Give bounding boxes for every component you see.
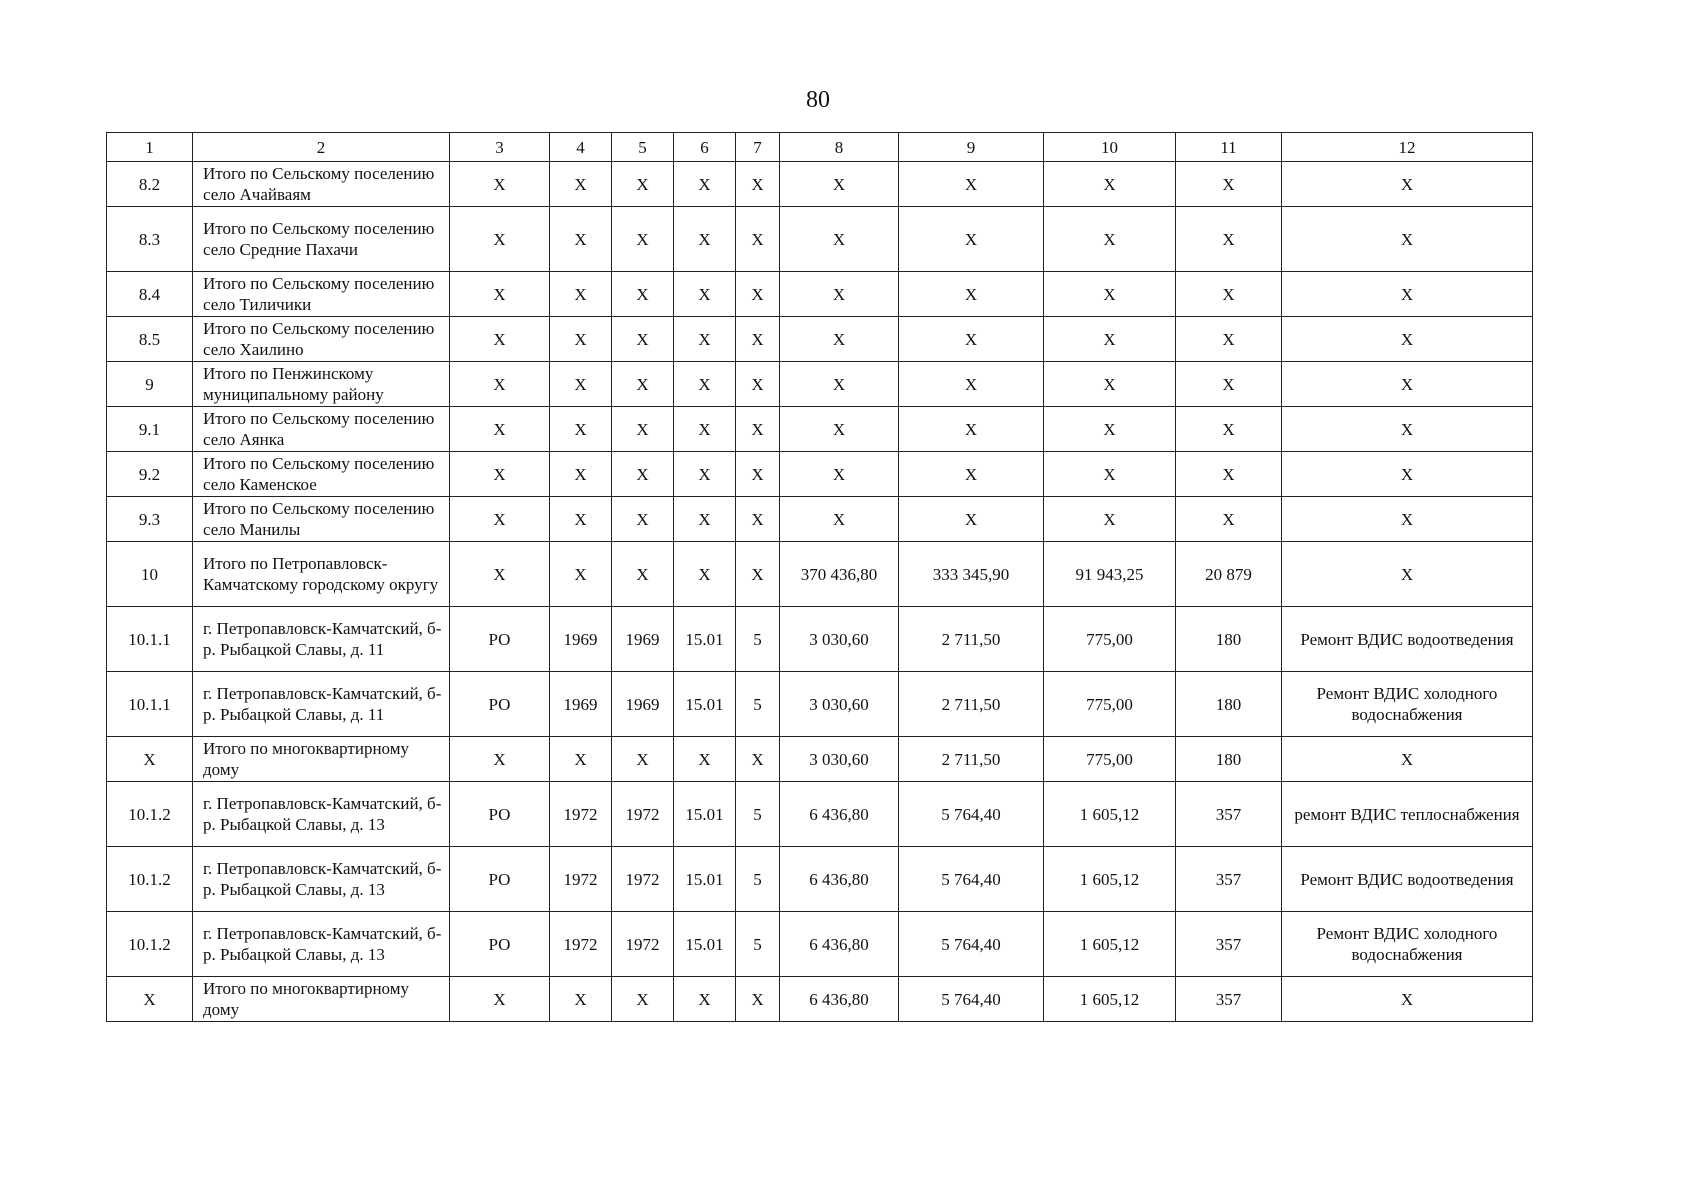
table-cell: X	[1282, 317, 1533, 362]
table-cell: 15.01	[674, 672, 736, 737]
table-cell: 1972	[612, 847, 674, 912]
table-cell: 1972	[550, 847, 612, 912]
table-cell: 10.1.2	[107, 912, 193, 977]
column-header: 5	[612, 133, 674, 162]
table-cell: 357	[1176, 847, 1282, 912]
table-row	[107, 407, 1533, 452]
table-cell: 357	[1176, 782, 1282, 847]
table-cell: 1 605,12	[1044, 977, 1176, 1022]
table-cell: 180	[1176, 672, 1282, 737]
table-cell: X	[450, 162, 550, 207]
table-cell: 180	[1176, 607, 1282, 672]
table-cell: 5	[736, 847, 780, 912]
table-row	[107, 162, 1533, 207]
table-cell: X	[612, 272, 674, 317]
table-cell: 1972	[612, 782, 674, 847]
table-cell: X	[550, 977, 612, 1022]
table-row	[107, 542, 1533, 607]
column-header: 2	[193, 133, 450, 162]
table-cell: Итого по Сельскому поселению село Аянка	[193, 407, 450, 452]
table-cell: X	[107, 737, 193, 782]
table-cell: X	[736, 362, 780, 407]
table-cell: 9.1	[107, 407, 193, 452]
table-cell: Итого по Сельскому поселению село Хаилино	[193, 317, 450, 362]
table-cell: X	[674, 407, 736, 452]
table-cell: X	[736, 452, 780, 497]
table-cell: X	[736, 207, 780, 272]
table-row	[107, 782, 1533, 847]
table-cell: X	[736, 977, 780, 1022]
table-cell: X	[450, 977, 550, 1022]
table-cell: X	[899, 407, 1044, 452]
table-cell: г. Петропавловск-Камчатский, б-р. Рыбацкой Славы, д. 13	[193, 782, 450, 847]
table-cell: X	[899, 452, 1044, 497]
column-header: 3	[450, 133, 550, 162]
column-header: 6	[674, 133, 736, 162]
column-header: 8	[780, 133, 899, 162]
table-row	[107, 912, 1533, 977]
table-cell: 2 711,50	[899, 607, 1044, 672]
table-cell: X	[1282, 737, 1533, 782]
table-cell: X	[450, 362, 550, 407]
table-cell: X	[780, 362, 899, 407]
table-cell: РО	[450, 672, 550, 737]
table-cell: X	[780, 497, 899, 542]
table-cell: г. Петропавловск-Камчатский, б-р. Рыбацкой Славы, д. 11	[193, 607, 450, 672]
table-cell: X	[736, 542, 780, 607]
table-cell: 180	[1176, 737, 1282, 782]
table-cell: X	[899, 207, 1044, 272]
table-cell: X	[550, 497, 612, 542]
table-cell: Ремонт ВДИС холодного водоснабжения	[1282, 672, 1533, 737]
table-cell: X	[780, 207, 899, 272]
table-cell: X	[550, 542, 612, 607]
column-header: 1	[107, 133, 193, 162]
table-cell: 775,00	[1044, 737, 1176, 782]
table-cell: 1 605,12	[1044, 847, 1176, 912]
table-cell: X	[736, 317, 780, 362]
table-cell: X	[450, 452, 550, 497]
table-cell: X	[450, 272, 550, 317]
table-cell: 1969	[612, 672, 674, 737]
table-cell: 3 030,60	[780, 737, 899, 782]
table-cell: X	[450, 737, 550, 782]
table-cell: X	[674, 977, 736, 1022]
table-cell: X	[899, 272, 1044, 317]
table-row	[107, 672, 1533, 737]
table-cell: X	[450, 542, 550, 607]
table-cell: 2 711,50	[899, 737, 1044, 782]
table-cell: X	[1044, 362, 1176, 407]
table-cell: 9	[107, 362, 193, 407]
table-cell: X	[550, 452, 612, 497]
table-cell: X	[899, 162, 1044, 207]
table-cell: X	[450, 207, 550, 272]
table-cell: 15.01	[674, 912, 736, 977]
table-cell: 1 605,12	[1044, 912, 1176, 977]
table-cell: X	[1176, 207, 1282, 272]
table-cell: X	[780, 452, 899, 497]
table-cell: X	[1044, 207, 1176, 272]
table-cell: 3 030,60	[780, 672, 899, 737]
table-cell: X	[674, 497, 736, 542]
table-cell: 6 436,80	[780, 977, 899, 1022]
table-cell: X	[450, 407, 550, 452]
table-cell: X	[1282, 162, 1533, 207]
table-cell: 8.4	[107, 272, 193, 317]
table-cell: ремонт ВДИС теплоснабжения	[1282, 782, 1533, 847]
table-cell: X	[612, 317, 674, 362]
table-cell: X	[674, 737, 736, 782]
table-cell: X	[550, 407, 612, 452]
table-cell: X	[550, 737, 612, 782]
table-cell: Итого по Петропавловск-Камчатскому городскому округу	[193, 542, 450, 607]
table-row	[107, 977, 1533, 1022]
table-cell: X	[1176, 272, 1282, 317]
table-cell: Итого по Сельскому поселению село Тиличики	[193, 272, 450, 317]
table-cell: 333 345,90	[899, 542, 1044, 607]
column-header: 10	[1044, 133, 1176, 162]
table-cell: X	[550, 362, 612, 407]
table-header-row	[107, 133, 1533, 162]
table-cell: Итого по Сельскому поселению село Средние Пахачи	[193, 207, 450, 272]
column-header: 9	[899, 133, 1044, 162]
table-cell: X	[899, 497, 1044, 542]
table-cell: X	[899, 317, 1044, 362]
table-row	[107, 362, 1533, 407]
table-cell: Итого по Сельскому поселению село Каменское	[193, 452, 450, 497]
column-header: 7	[736, 133, 780, 162]
table-cell: 5 764,40	[899, 912, 1044, 977]
table-cell: X	[612, 407, 674, 452]
table-cell: X	[736, 497, 780, 542]
table-cell: РО	[450, 607, 550, 672]
table-cell: X	[1176, 162, 1282, 207]
table-cell: X	[1282, 497, 1533, 542]
table-cell: X	[612, 737, 674, 782]
table-cell: 15.01	[674, 782, 736, 847]
table-cell: 10.1.2	[107, 847, 193, 912]
table-cell: Итого по Сельскому поселению село Манилы	[193, 497, 450, 542]
table-cell: X	[612, 497, 674, 542]
table-cell: 357	[1176, 977, 1282, 1022]
table-cell: X	[1176, 362, 1282, 407]
table-cell: 10.1.1	[107, 607, 193, 672]
table-cell: 1972	[612, 912, 674, 977]
table-cell: X	[674, 317, 736, 362]
table-row	[107, 452, 1533, 497]
table-cell: X	[1044, 272, 1176, 317]
table-cell: Ремонт ВДИС водоотведения	[1282, 847, 1533, 912]
table-cell: X	[450, 497, 550, 542]
table-cell: X	[450, 317, 550, 362]
table-cell: X	[780, 407, 899, 452]
table-cell: X	[1282, 452, 1533, 497]
data-table	[106, 132, 1533, 1022]
table-cell: 5	[736, 607, 780, 672]
table-cell: X	[780, 272, 899, 317]
table-cell: 8.2	[107, 162, 193, 207]
table-cell: X	[1282, 407, 1533, 452]
table-cell: X	[107, 977, 193, 1022]
table-cell: X	[674, 542, 736, 607]
table-cell: X	[1044, 317, 1176, 362]
table-cell: X	[674, 362, 736, 407]
table-cell: X	[550, 317, 612, 362]
table-cell: X	[1282, 362, 1533, 407]
table-cell: РО	[450, 782, 550, 847]
table-cell: X	[612, 977, 674, 1022]
table-cell: X	[1176, 452, 1282, 497]
table-cell: 10.1.1	[107, 672, 193, 737]
table-cell: X	[550, 272, 612, 317]
table-cell: X	[1176, 317, 1282, 362]
table-cell: X	[1176, 407, 1282, 452]
table-cell: X	[1282, 272, 1533, 317]
table-cell: 8.5	[107, 317, 193, 362]
column-header: 4	[550, 133, 612, 162]
table-cell: X	[674, 272, 736, 317]
table-cell: X	[674, 207, 736, 272]
table-cell: X	[612, 207, 674, 272]
table-cell: 1969	[550, 672, 612, 737]
table-cell: X	[780, 317, 899, 362]
table-cell: X	[780, 162, 899, 207]
table-cell: 5 764,40	[899, 977, 1044, 1022]
table-cell: X	[1282, 207, 1533, 272]
table-cell: X	[612, 542, 674, 607]
table-cell: Итого по многоквартирному дому	[193, 737, 450, 782]
table-cell: X	[612, 362, 674, 407]
table-cell: 370 436,80	[780, 542, 899, 607]
table-row	[107, 272, 1533, 317]
table-cell: X	[1176, 497, 1282, 542]
table-cell: 10	[107, 542, 193, 607]
table-cell: 1972	[550, 912, 612, 977]
table-row	[107, 607, 1533, 672]
table-cell: 3 030,60	[780, 607, 899, 672]
table-cell: 5 764,40	[899, 782, 1044, 847]
page-number: 80	[806, 87, 830, 113]
table-cell: г. Петропавловск-Камчатский, б-р. Рыбацкой Славы, д. 13	[193, 912, 450, 977]
table-row	[107, 317, 1533, 362]
table-cell: X	[736, 162, 780, 207]
table-cell: 5	[736, 672, 780, 737]
table-cell: 10.1.2	[107, 782, 193, 847]
table-cell: Итого по многоквартирному дому	[193, 977, 450, 1022]
table-cell: 357	[1176, 912, 1282, 977]
table-cell: 6 436,80	[780, 782, 899, 847]
table-cell: 5 764,40	[899, 847, 1044, 912]
table-cell: X	[674, 452, 736, 497]
table-cell: X	[1282, 542, 1533, 607]
table-cell: X	[1044, 497, 1176, 542]
column-header: 12	[1282, 133, 1533, 162]
table-cell: X	[736, 272, 780, 317]
table-cell: 775,00	[1044, 607, 1176, 672]
table-cell: 6 436,80	[780, 847, 899, 912]
table-row	[107, 497, 1533, 542]
table-cell: 8.3	[107, 207, 193, 272]
table-cell: 20 879	[1176, 542, 1282, 607]
table-cell: X	[1044, 452, 1176, 497]
table-cell: X	[674, 162, 736, 207]
table-cell: Итого по Сельскому поселению село Ачайваям	[193, 162, 450, 207]
table-cell: X	[1044, 162, 1176, 207]
table-cell: X	[612, 162, 674, 207]
table-cell: 1969	[550, 607, 612, 672]
table-cell: РО	[450, 847, 550, 912]
table-cell: Ремонт ВДИС водоотведения	[1282, 607, 1533, 672]
table-cell: 15.01	[674, 607, 736, 672]
table-cell: 5	[736, 782, 780, 847]
table-cell: X	[550, 207, 612, 272]
table-cell: 2 711,50	[899, 672, 1044, 737]
table-cell: 1969	[612, 607, 674, 672]
table-cell: г. Петропавловск-Камчатский, б-р. Рыбацкой Славы, д. 11	[193, 672, 450, 737]
table-cell: РО	[450, 912, 550, 977]
table-cell: X	[736, 407, 780, 452]
table-cell: X	[736, 737, 780, 782]
table-cell: X	[1282, 977, 1533, 1022]
table-cell: Ремонт ВДИС холодного водоснабжения	[1282, 912, 1533, 977]
table-cell: 6 436,80	[780, 912, 899, 977]
table-cell: 91 943,25	[1044, 542, 1176, 607]
table-cell: 9.3	[107, 497, 193, 542]
table-cell: X	[899, 362, 1044, 407]
table-cell: X	[550, 162, 612, 207]
table-cell: 1972	[550, 782, 612, 847]
table-row	[107, 847, 1533, 912]
column-header: 11	[1176, 133, 1282, 162]
table-cell: 5	[736, 912, 780, 977]
table-row	[107, 737, 1533, 782]
table-cell: 775,00	[1044, 672, 1176, 737]
table-cell: 15.01	[674, 847, 736, 912]
table-cell: X	[612, 452, 674, 497]
table-cell: 9.2	[107, 452, 193, 497]
table-row	[107, 207, 1533, 272]
table-cell: Итого по Пенжинскому муниципальному району	[193, 362, 450, 407]
table-cell: г. Петропавловск-Камчатский, б-р. Рыбацкой Славы, д. 13	[193, 847, 450, 912]
table-cell: X	[1044, 407, 1176, 452]
table-cell: 1 605,12	[1044, 782, 1176, 847]
